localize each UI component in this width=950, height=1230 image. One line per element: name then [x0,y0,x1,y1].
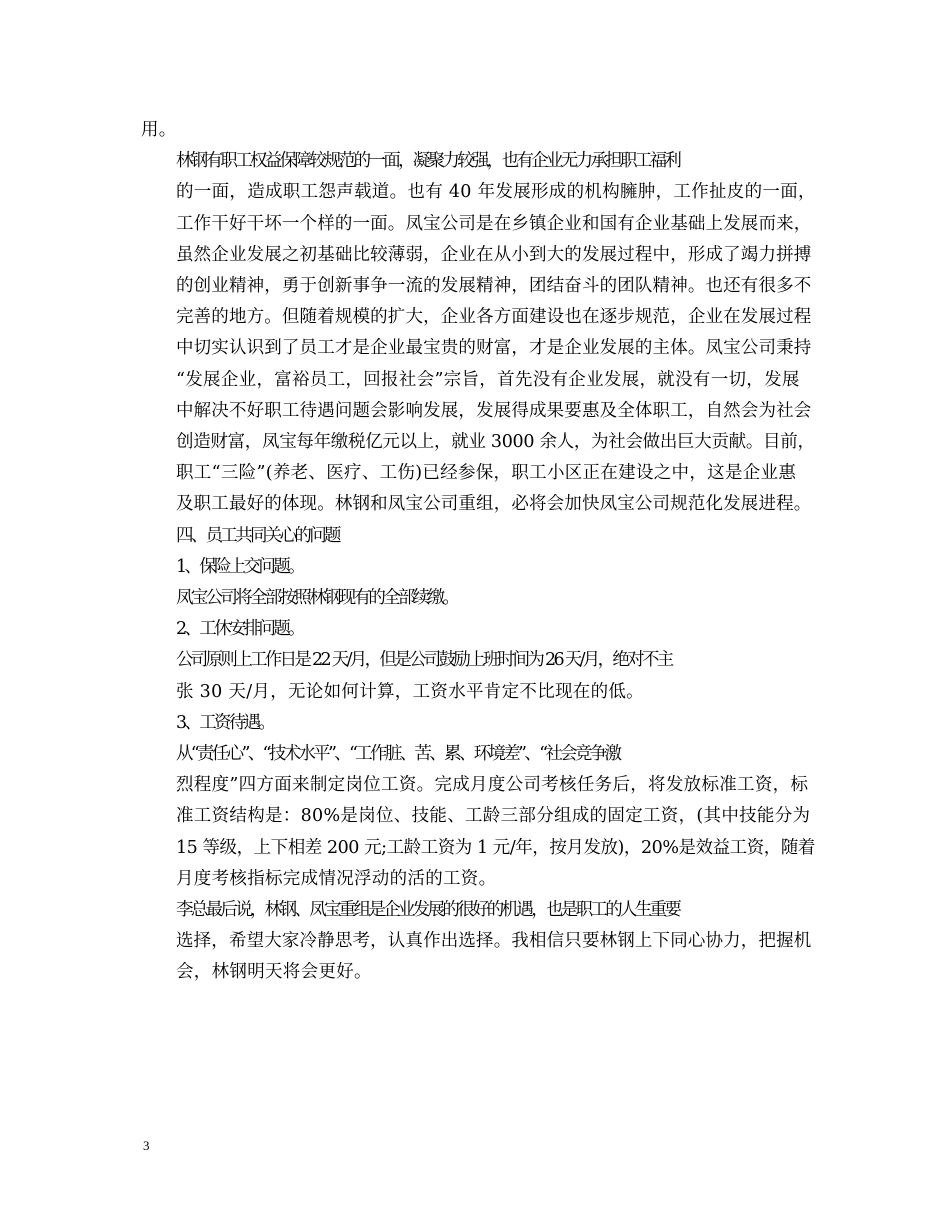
paragraph-h-item-2 [141,614,816,645]
text-line: 准工资结构是：80%是岗位、技能、工龄三部分组成的固定工资，(其中技能分为 [176,806,811,827]
text-line: 选择，希望大家冷静思考，认真作出选择。我相信只要林钢上下同心协力，把握机 [176,931,812,952]
paragraph-p-item-3 [141,739,816,895]
text-line: 中切实认识到了员工才是企业最宝贵的财富，才是企业发展的主体。凤宝公司秉持 [176,338,812,359]
text-line: 用。 [141,120,177,140]
text-line: 职工“三险”(养老、医疗、工伤)已经参保，职工小区正在建设之中，这是企业惠 [176,463,797,484]
text-line: 凤宝公司将全部按照林钢现有的全部续缴。 [176,588,458,609]
text-line: 中解决不好职工待遇问题会影响发展，发展得成果要惠及全体职工，自然会为社会 [176,400,812,421]
text-line: 烈程度”四方面来制定岗位工资。完成月度公司考核任务后，将发放标准工资，标 [176,775,809,796]
text-line: 创造财富，凤宝每年缴税亿元以上，就业 3000 余人，为社会做出巨大贡献。目前， [176,432,815,453]
paragraph-h-item-3 [141,708,816,739]
paragraph-h-item-1 [141,552,816,583]
text-line: “发展企业，富裕员工，回报社会”宗旨，首先没有企业发展，就没有一切，发展 [176,369,800,390]
text-line: 张 30 天/月，无论如何计算，工资水平肯定不比现在的低。 [176,681,644,702]
paragraph-p-item-1 [141,583,816,614]
text-line: 虽然企业发展之初基础比较薄弱，企业在从小到大的发展过程中，形成了竭力拼搏 [176,244,812,265]
paragraph-p-comparison [141,146,816,520]
text-line: 2、工休安排问题。 [176,619,303,640]
text-line: 3、工资待遇。 [176,712,274,733]
text-line: 李总最后说，林钢、凤宝重组是企业发展的很好的机遇，也是职工的人生重要 [176,900,680,921]
text-line: 林钢有职工权益保障较规范的一面，凝聚力较强，也有企业无力承担职工福利 [176,151,680,172]
paragraph-p-item-2 [141,645,816,707]
paragraph-p-continued [141,115,816,146]
text-line: 月度考核指标完成情况浮动的活的工资。 [176,868,497,889]
text-line: 四、员工共同关心的问题 [176,525,339,546]
text-line: 会，林钢明天将会更好。 [176,962,372,983]
document-body [141,115,816,989]
text-line: 从“责任心”、“技术水平”、“工作脏、苦、累、环境差”、“社会竞争激 [176,744,620,765]
text-line: 的创业精神，勇于创新事争一流的发展精神，团结奋斗的团队精神。也还有很多不 [176,276,812,297]
text-line: 15 等级，上下相差 200 元;工龄工资为 1 元/年，按月发放)，20%是效益工资，随着 [176,837,815,858]
text-line: 完善的地方。但随着规模的扩大，企业各方面建设也在逐步规范，企业在发展过程 [176,307,812,328]
text-line: 公司原则上工作日是 22 天/月，但是公司鼓励上班时间为 26 天/月，绝对不主 [176,650,672,671]
text-line: 1、保险上交问题。 [176,556,303,577]
text-line: 及职工最好的体现。林钢和凤宝公司重组，必将会加快凤宝公司规范化发展进程。 [176,494,812,515]
text-line: 工作干好干坏一个样的一面。凤宝公司是在乡镇企业和国有企业基础上发展而来， [176,213,812,234]
paragraph-p-closing [141,895,816,989]
page-number: 3 [143,1138,150,1153]
text-line: 的一面，造成职工怨声载道。也有 40 年发展形成的机构臃肿，工作扯皮的一面， [176,182,816,203]
paragraph-h-section-4 [141,521,816,552]
